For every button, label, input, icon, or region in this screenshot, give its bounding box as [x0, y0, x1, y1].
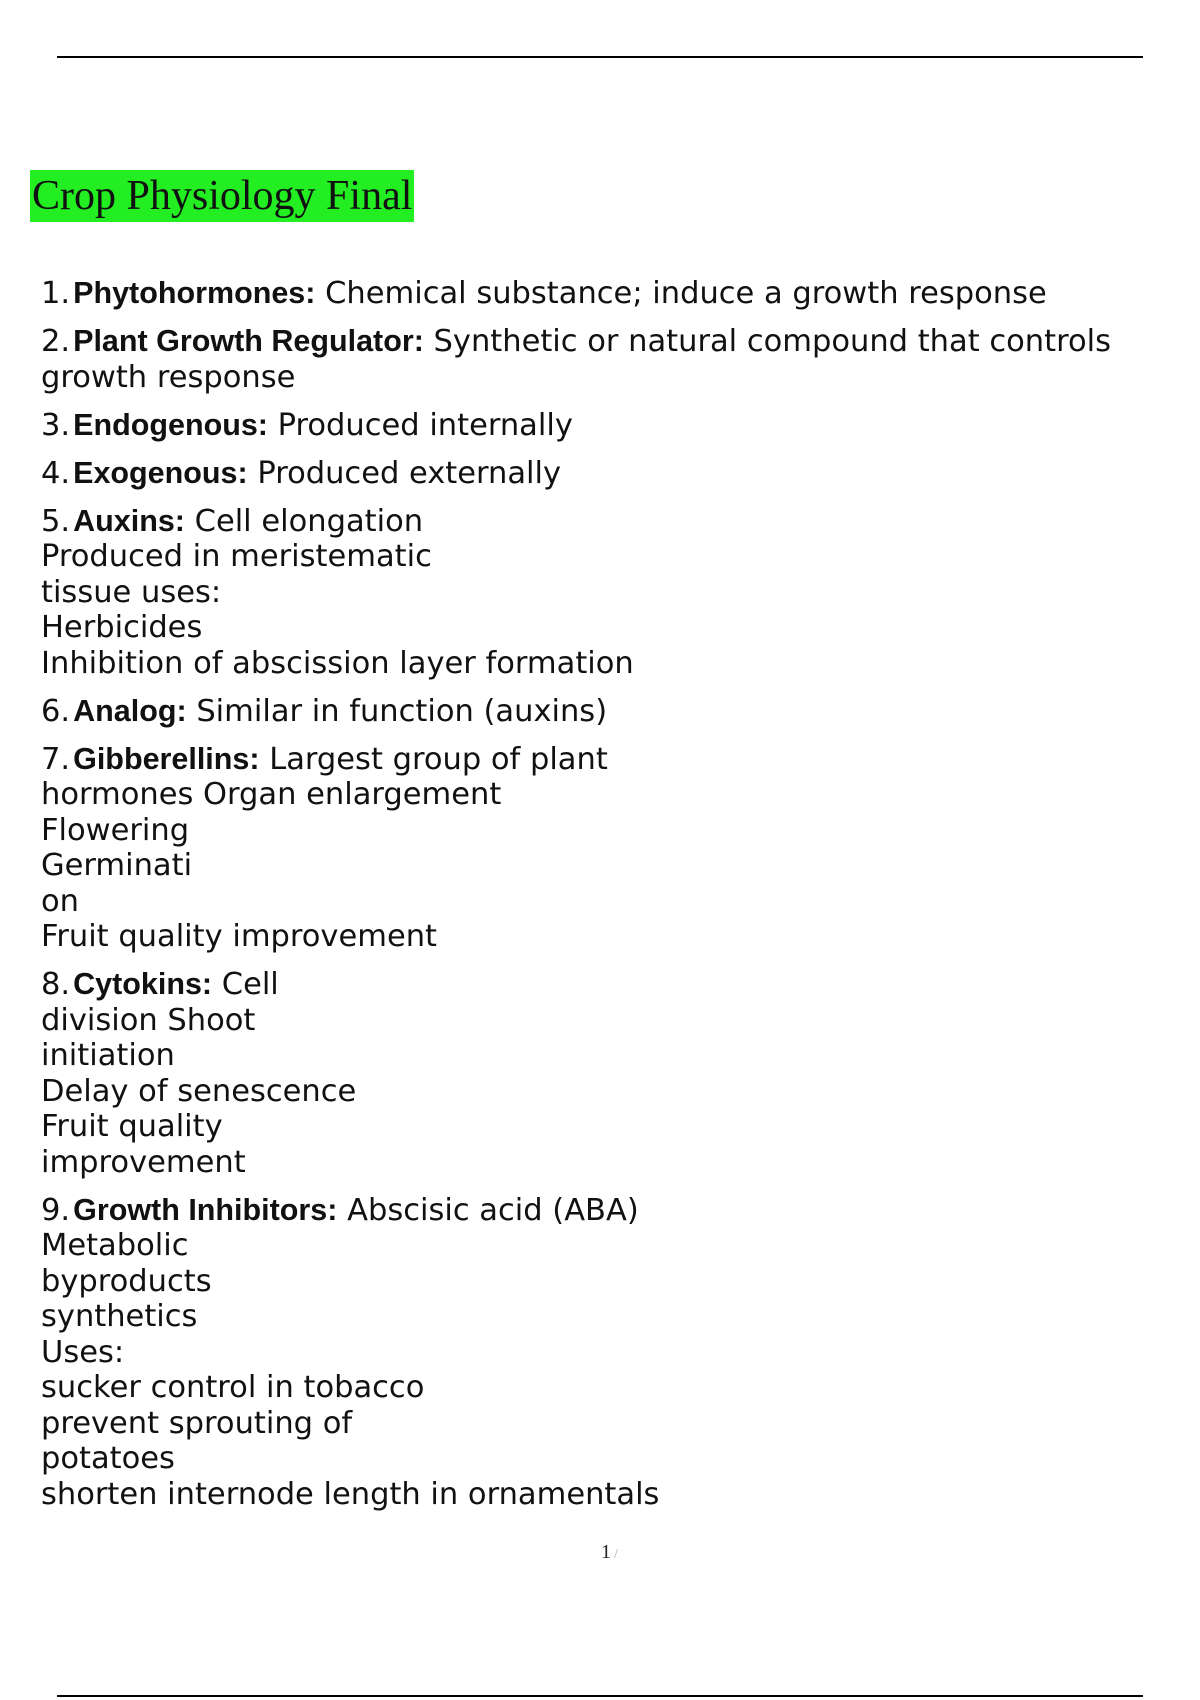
item-continuation: prevent sprouting of: [41, 1405, 353, 1441]
item-term: Analog:: [73, 693, 187, 728]
item-term: Growth Inhibitors:: [73, 1192, 338, 1227]
item-number: 8.: [41, 967, 71, 1002]
item-definition: Abscisic acid (ABA): [337, 1192, 639, 1228]
item-term: Phytohormones:: [73, 276, 316, 310]
item-continuation: Fruit quality: [41, 1109, 223, 1144]
item-continuation: Inhibition of abscission layer formation: [41, 645, 634, 681]
item-term: Exogenous:: [73, 455, 248, 490]
list-item: [41, 694, 1191, 730]
item-continuation: synthetics: [41, 1299, 198, 1334]
item-continuation: tissue uses:: [41, 574, 222, 610]
item-term: Endogenous:: [73, 407, 268, 442]
item-continuation: growth response: [41, 359, 296, 395]
item-definition: Produced internally: [267, 407, 573, 443]
item-number: 9.: [41, 1192, 71, 1228]
list-item: [41, 456, 1191, 492]
list-item: [41, 408, 1191, 444]
item-number: 2.: [41, 324, 71, 359]
item-definition: Produced externally: [247, 455, 562, 491]
page-number-value: 1: [601, 1541, 611, 1563]
item-number: 4.: [41, 455, 71, 491]
item-continuation: on: [41, 883, 79, 919]
item-definition: Cell: [212, 967, 279, 1002]
item-continuation: potatoes: [41, 1441, 175, 1476]
item-term: Gibberellins:: [73, 741, 260, 776]
list-item: [41, 276, 1191, 312]
list-item: [41, 742, 1191, 955]
item-number: 1.: [41, 276, 71, 311]
list-item: [41, 967, 1191, 1180]
item-continuation: sucker control in tobacco: [41, 1370, 425, 1405]
item-continuation: improvement: [41, 1144, 246, 1180]
list-item: [41, 504, 1191, 682]
item-continuation: Uses:: [41, 1334, 125, 1370]
item-continuation: Delay of senescence: [41, 1073, 357, 1109]
item-term: Auxins:: [73, 503, 185, 538]
item-continuation: initiation: [41, 1038, 175, 1073]
item-definition: Largest group of plant: [259, 741, 608, 777]
item-term: Plant Growth Regulator:: [73, 324, 424, 358]
item-number: 7.: [41, 741, 71, 777]
item-number: 5.: [41, 503, 71, 539]
item-continuation: Produced in meristematic: [41, 539, 432, 574]
term-list: [41, 276, 1191, 1525]
item-number: 6.: [41, 693, 71, 729]
item-continuation: Flowering: [41, 812, 190, 848]
footer-rule: [57, 1695, 1143, 1697]
item-definition: Synthetic or natural compound that controls: [423, 324, 1111, 359]
item-term: Cytokins:: [73, 967, 213, 1001]
item-continuation: hormones Organ enlargement: [41, 777, 502, 812]
page-number-suffix: /: [614, 1547, 618, 1562]
item-continuation: byproducts: [41, 1263, 212, 1299]
list-item: [41, 324, 1191, 395]
item-number: 3.: [41, 407, 71, 443]
item-continuation: Fruit quality improvement: [41, 919, 438, 954]
item-definition: Cell elongation: [184, 503, 424, 539]
item-continuation: division Shoot: [41, 1002, 256, 1038]
document-title: Crop Physiology Final: [30, 170, 414, 222]
item-continuation: shorten internode length in ornamentals: [41, 1476, 660, 1512]
item-definition: Chemical substance; induce a growth response: [315, 276, 1047, 311]
item-continuation: Germinati: [41, 848, 193, 883]
page-number: [601, 1541, 618, 1564]
header-rule: [57, 56, 1143, 58]
list-item: [41, 1193, 1191, 1513]
item-definition: Similar in function (auxins): [186, 693, 608, 729]
item-continuation: Herbicides: [41, 610, 203, 645]
item-continuation: Metabolic: [41, 1228, 189, 1263]
